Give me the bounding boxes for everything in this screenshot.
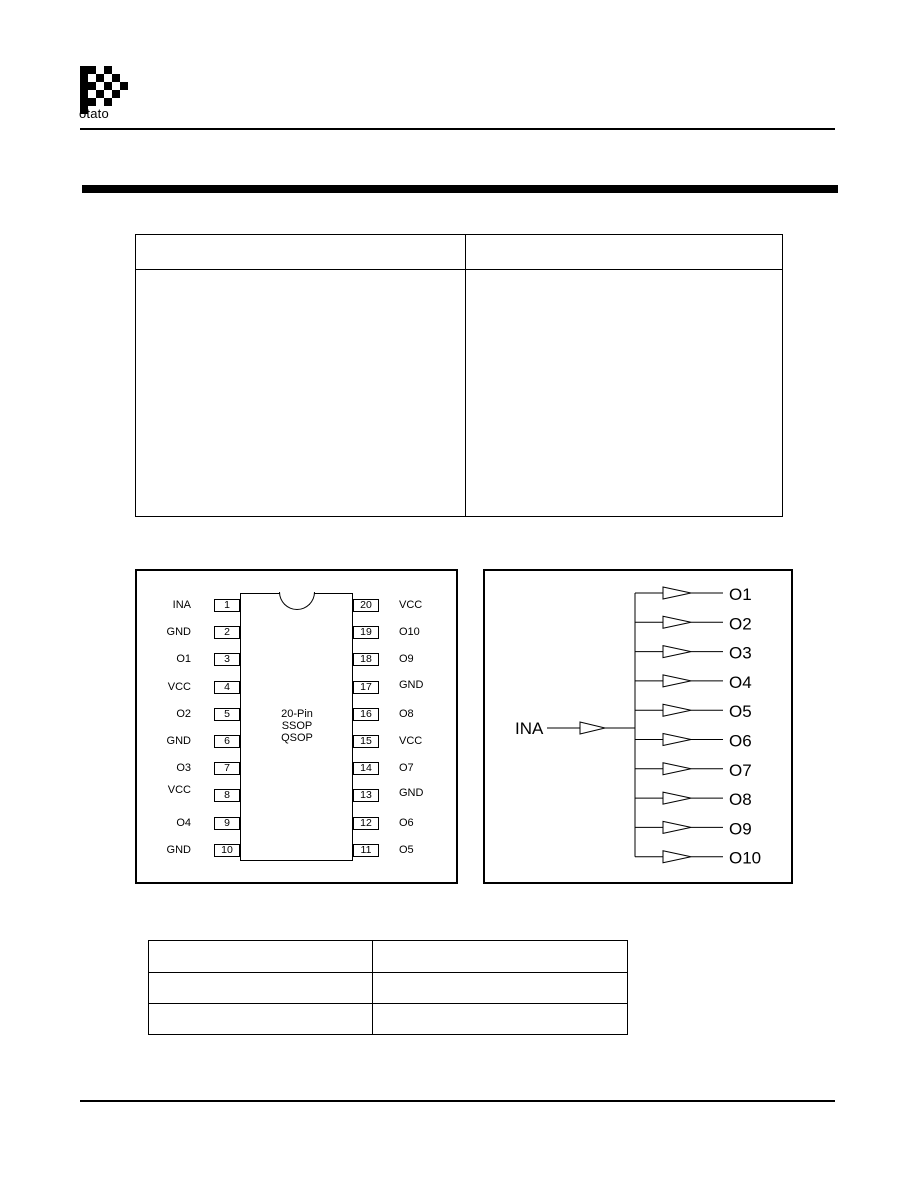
output-label: O1: [729, 585, 752, 604]
output-buffer-triangle: [663, 587, 691, 599]
pin-number-box: 10: [214, 844, 240, 857]
package-type-label: [257, 708, 337, 744]
pin-number-box: 16: [353, 708, 379, 721]
pin-label: GND: [399, 678, 424, 691]
pin-label: O3: [176, 762, 191, 775]
pin-number-box: 2: [214, 626, 240, 639]
pin-number-box: 9: [214, 817, 240, 830]
pin-label: O1: [176, 653, 191, 666]
pin-number-box: 4: [214, 681, 240, 694]
pin-number-box: 14: [353, 762, 379, 775]
pin-label: INA: [172, 599, 191, 611]
pin-label: VCC: [167, 784, 191, 797]
output-buffer-triangle: [663, 851, 691, 863]
ordering-table: [148, 940, 628, 1035]
output-buffer-triangle: [663, 821, 691, 833]
pin-number-box: 7: [214, 762, 240, 775]
input-buffer-triangle: [580, 722, 605, 734]
table-header-divider: [136, 269, 782, 270]
output-buffer-triangle: [663, 646, 691, 658]
pin-label: GND: [166, 735, 191, 747]
package-line-1: 20-Pin: [281, 708, 313, 720]
pin-number-box: 3: [214, 653, 240, 666]
pin-label: GND: [166, 843, 191, 856]
output-label: O6: [729, 731, 752, 751]
logo-wordmark: otato: [79, 106, 109, 121]
output-label: O9: [729, 819, 752, 839]
package-line-3: QSOP: [281, 732, 313, 744]
footer-rule: [80, 1100, 835, 1102]
pin-number-box: 8: [214, 789, 240, 802]
output-buffer-triangle: [663, 792, 691, 804]
pin-label: VCC: [399, 735, 423, 747]
output-buffer-triangle: [663, 616, 691, 628]
features-table: [135, 234, 783, 517]
table-row-divider: [149, 1003, 627, 1004]
pin-number-box: 5: [214, 708, 240, 721]
output-buffer-triangle: [663, 734, 691, 746]
pin-label: GND: [399, 787, 424, 800]
pin-number-box: 15: [353, 735, 379, 748]
output-buffer-triangle: [663, 763, 691, 775]
pin-label: O2: [176, 707, 191, 720]
pin-label: O7: [399, 762, 414, 775]
pin-label: O4: [176, 816, 191, 829]
pin-configuration-panel: [135, 569, 458, 884]
output-label: O10: [729, 848, 762, 868]
logic-diagram: [485, 571, 791, 882]
pin-number-box: 11: [353, 844, 379, 857]
output-buffer-triangle: [663, 704, 691, 716]
pin-number-box: 12: [353, 817, 379, 830]
pin-label: O6: [399, 816, 414, 829]
title-bar-rule: [82, 185, 838, 193]
output-buffer-triangle: [663, 675, 691, 687]
pin-number-box: 20: [353, 599, 379, 612]
pin-label: GND: [166, 626, 191, 639]
pin-number-box: 19: [353, 626, 379, 639]
pin-label: O8: [399, 707, 414, 720]
pin-label: O5: [399, 843, 414, 856]
pin-label: O10: [399, 626, 420, 639]
pin-number-box: 18: [353, 653, 379, 666]
logic-diagram-panel: [483, 569, 793, 884]
pin-label: VCC: [399, 599, 423, 611]
output-label: O3: [729, 643, 752, 663]
table-row-divider: [149, 972, 627, 973]
header-rule: [80, 128, 835, 130]
output-label: O2: [729, 614, 752, 634]
input-label-ina: INA: [515, 719, 544, 738]
output-label: O7: [729, 760, 752, 780]
pin-number-box: 1: [214, 599, 240, 612]
table-column-divider: [372, 941, 373, 1034]
package-line-2: SSOP: [281, 720, 313, 732]
pin-number-box: 17: [353, 681, 379, 694]
pin-label: O9: [399, 653, 414, 666]
pin-label: VCC: [167, 680, 191, 693]
output-label: O5: [729, 702, 752, 722]
pin-number-box: 6: [214, 735, 240, 748]
output-label: O8: [729, 790, 752, 810]
pin-number-box: 13: [353, 789, 379, 802]
output-label: O4: [729, 672, 752, 692]
table-column-divider: [465, 235, 466, 516]
